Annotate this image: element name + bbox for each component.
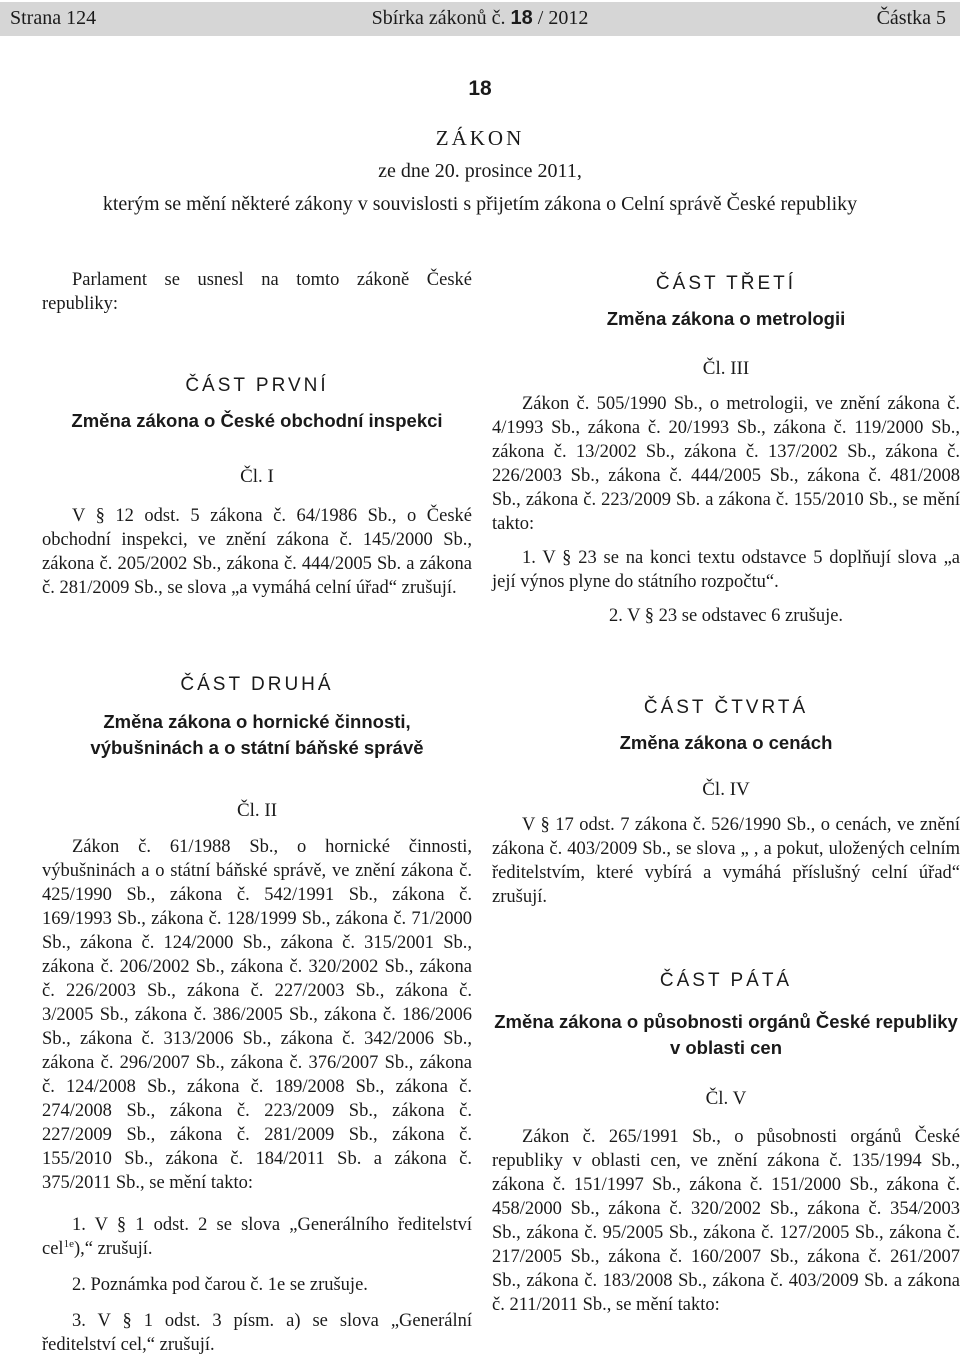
part-5-subtitle-line-2: v oblasti cen — [669, 1037, 783, 1058]
article-3-point-2: 2. V § 23 se odstavec 6 zrušuje. — [608, 606, 844, 626]
article-4-text: V § 17 odst. 7 zákona č. 526/1990 Sb., o cenách, ve znění zákona č. 403/2009 Sb., se slova „ , a pokut, uložených celním ředitelstvím, které vybírá a vymáhá příslušný celní úřad“ zrušují. — [492, 815, 960, 907]
article-5-label: Čl. V — [705, 1088, 747, 1109]
page-number: Strana 124 — [10, 7, 97, 29]
part-3 — [492, 272, 960, 628]
part-2-subtitle-line-1: Změna zákona o hornické činnosti, — [103, 711, 411, 732]
article-3-point-1: 1. V § 23 se na konci textu odstavce 5 doplňují slova „a její výnos plyne do státního rozpočtu“. — [492, 548, 960, 592]
preamble-block — [42, 268, 472, 316]
collection-number: 18 — [510, 7, 533, 29]
part-5 — [492, 969, 960, 1317]
article-2-label: Čl. II — [236, 800, 278, 821]
part-2-subtitle-line-2: výbušninách a o státní báňské správě — [90, 737, 424, 758]
part-2 — [42, 673, 472, 1357]
part-4-heading: ČÁST ČTVRTÁ — [643, 697, 809, 718]
part-3-heading: ČÁST TŘETÍ — [655, 273, 797, 294]
point-1-text: 1. V § 1 odst. 2 se slova „Generálního ředitelství cel — [42, 1215, 472, 1259]
article-2-point-3: 3. V § 1 odst. 3 písm. a) se slova „Generální ředitelství cel,“ zrušují. — [42, 1311, 472, 1355]
preamble: Parlament se usnesl na tomto zákoně České republiky: — [42, 270, 472, 314]
point-1-tail: ),“ zrušují. — [73, 1239, 153, 1259]
part-5-subtitle-line-1: Změna zákona o působnosti orgánů České republiky — [494, 1011, 958, 1032]
collection-info — [372, 7, 589, 30]
part-2-heading: ČÁST DRUHÁ — [180, 674, 334, 695]
document-number: 18 — [468, 77, 492, 100]
part-5-heading: ČÁST PÁTÁ — [659, 970, 793, 991]
issue-part: Částka 5 — [876, 7, 946, 29]
article-3-text: Zákon č. 505/1990 Sb., o metrologii, ve znění zákona č. 4/1993 Sb., zákona č. 20/1993 Sb., zákona č. 119/2000 Sb., zákona č. 13/2002 Sb., zákona č. 137/2002 Sb., zákona č. 226/2003 Sb., zákona č. 444/2005 Sb., zákona č. 481/2008 Sb., zákona č. 223/2009 Sb. a zákona č. 155/2010 Sb., se mění takto: — [492, 394, 960, 534]
part-1-subtitle: Změna zákona o České obchodní inspekci — [71, 410, 443, 431]
part-1 — [42, 374, 472, 600]
article-1-text: V § 12 odst. 5 zákona č. 64/1986 Sb., o České obchodní inspekci, ve znění zákona č. 145/2000 Sb., zákona č. 205/2002 Sb., zákona č. 444/2005 Sb. a zákona č. 281/2009 Sb., se slova „a vymáhá celní úřad“ zrušují. — [42, 506, 472, 598]
document-type: ZÁKON — [435, 126, 525, 150]
article-4-label: Čl. IV — [702, 779, 750, 800]
article-2-text: Zákon č. 61/1988 Sb., o hornické činnosti, výbušninách a o státní báňské správě, ve znění zákona č. 425/1990 Sb., zákona č. 542/1991 Sb., zákona č. 169/1993 Sb., zákona č. 128/1999 Sb., zákona č. 71/2000 Sb., zákona č. 124/2000 Sb., zákona č. 315/2001 Sb., zákona č. 206/2002 Sb., zákona č. 320/2002 Sb., zákona č. 226/2003 Sb., zákona č. 227/2003 Sb., zákona č. 3/2005 Sb., zákona č. 386/2005 Sb., zákona č. 186/2006 Sb., zákona č. 313/2006 Sb., zákona č. 342/2006 Sb., zákona č. 296/2007 Sb., zákona č. 376/2007 Sb., zákona č. 124/2008 Sb., zákona č. 189/2008 Sb., zákona č. 274/2008 Sb., zákona č. 223/2009 Sb., zákona č. 227/2009 Sb., zákona č. 281/2009 Sb., zákona č. 155/2010 Sb., zákona č. 184/2011 Sb. a zákona č. 375/2011 Sb., se mění takto: — [42, 837, 472, 1193]
article-2-point-2: 2. Poznámka pod čarou č. 1e se zrušuje. — [72, 1275, 368, 1295]
part-1-heading: ČÁST PRVNÍ — [185, 375, 329, 396]
article-1-label: Čl. I — [240, 466, 274, 487]
article-3-label: Čl. III — [702, 358, 750, 379]
document-title: kterým se mění některé zákony v souvislosti s přijetím zákona o Celní správě České republiky — [102, 193, 858, 215]
part-3-subtitle: Změna zákona o metrologii — [606, 308, 846, 329]
document-date: ze dne 20. prosince 2011, — [378, 160, 582, 182]
page-header — [0, 2, 960, 36]
part-4 — [492, 696, 960, 909]
collection-prefix: Sbírka zákonů č. — [371, 7, 506, 29]
article-5-text: Zákon č. 265/1991 Sb., o působnosti orgánů České republiky v oblasti cen, ve znění zákona č. 135/1994 Sb., zákona č. 151/1997 Sb., zákona č. 151/2000 Sb., zákona č. 458/2000 Sb., zákona č. 320/2002 Sb., zákona č. 354/2003 Sb., zákona č. 95/2005 Sb., zákona č. 127/2005 Sb., zákona č. 217/2005 Sb., zákona č. 160/2007 Sb., zákona č. 261/2007 Sb., zákona č. 183/2008 Sb., zákona č. 403/2009 Sb. a zákona č. 211/2011 Sb., se mění takto: — [492, 1127, 960, 1315]
article-2-point-1 — [42, 1213, 472, 1261]
footnote-ref: 1e — [63, 1237, 74, 1250]
collection-year: / 2012 — [537, 7, 589, 29]
part-4-subtitle: Změna zákona o cenách — [619, 732, 833, 753]
